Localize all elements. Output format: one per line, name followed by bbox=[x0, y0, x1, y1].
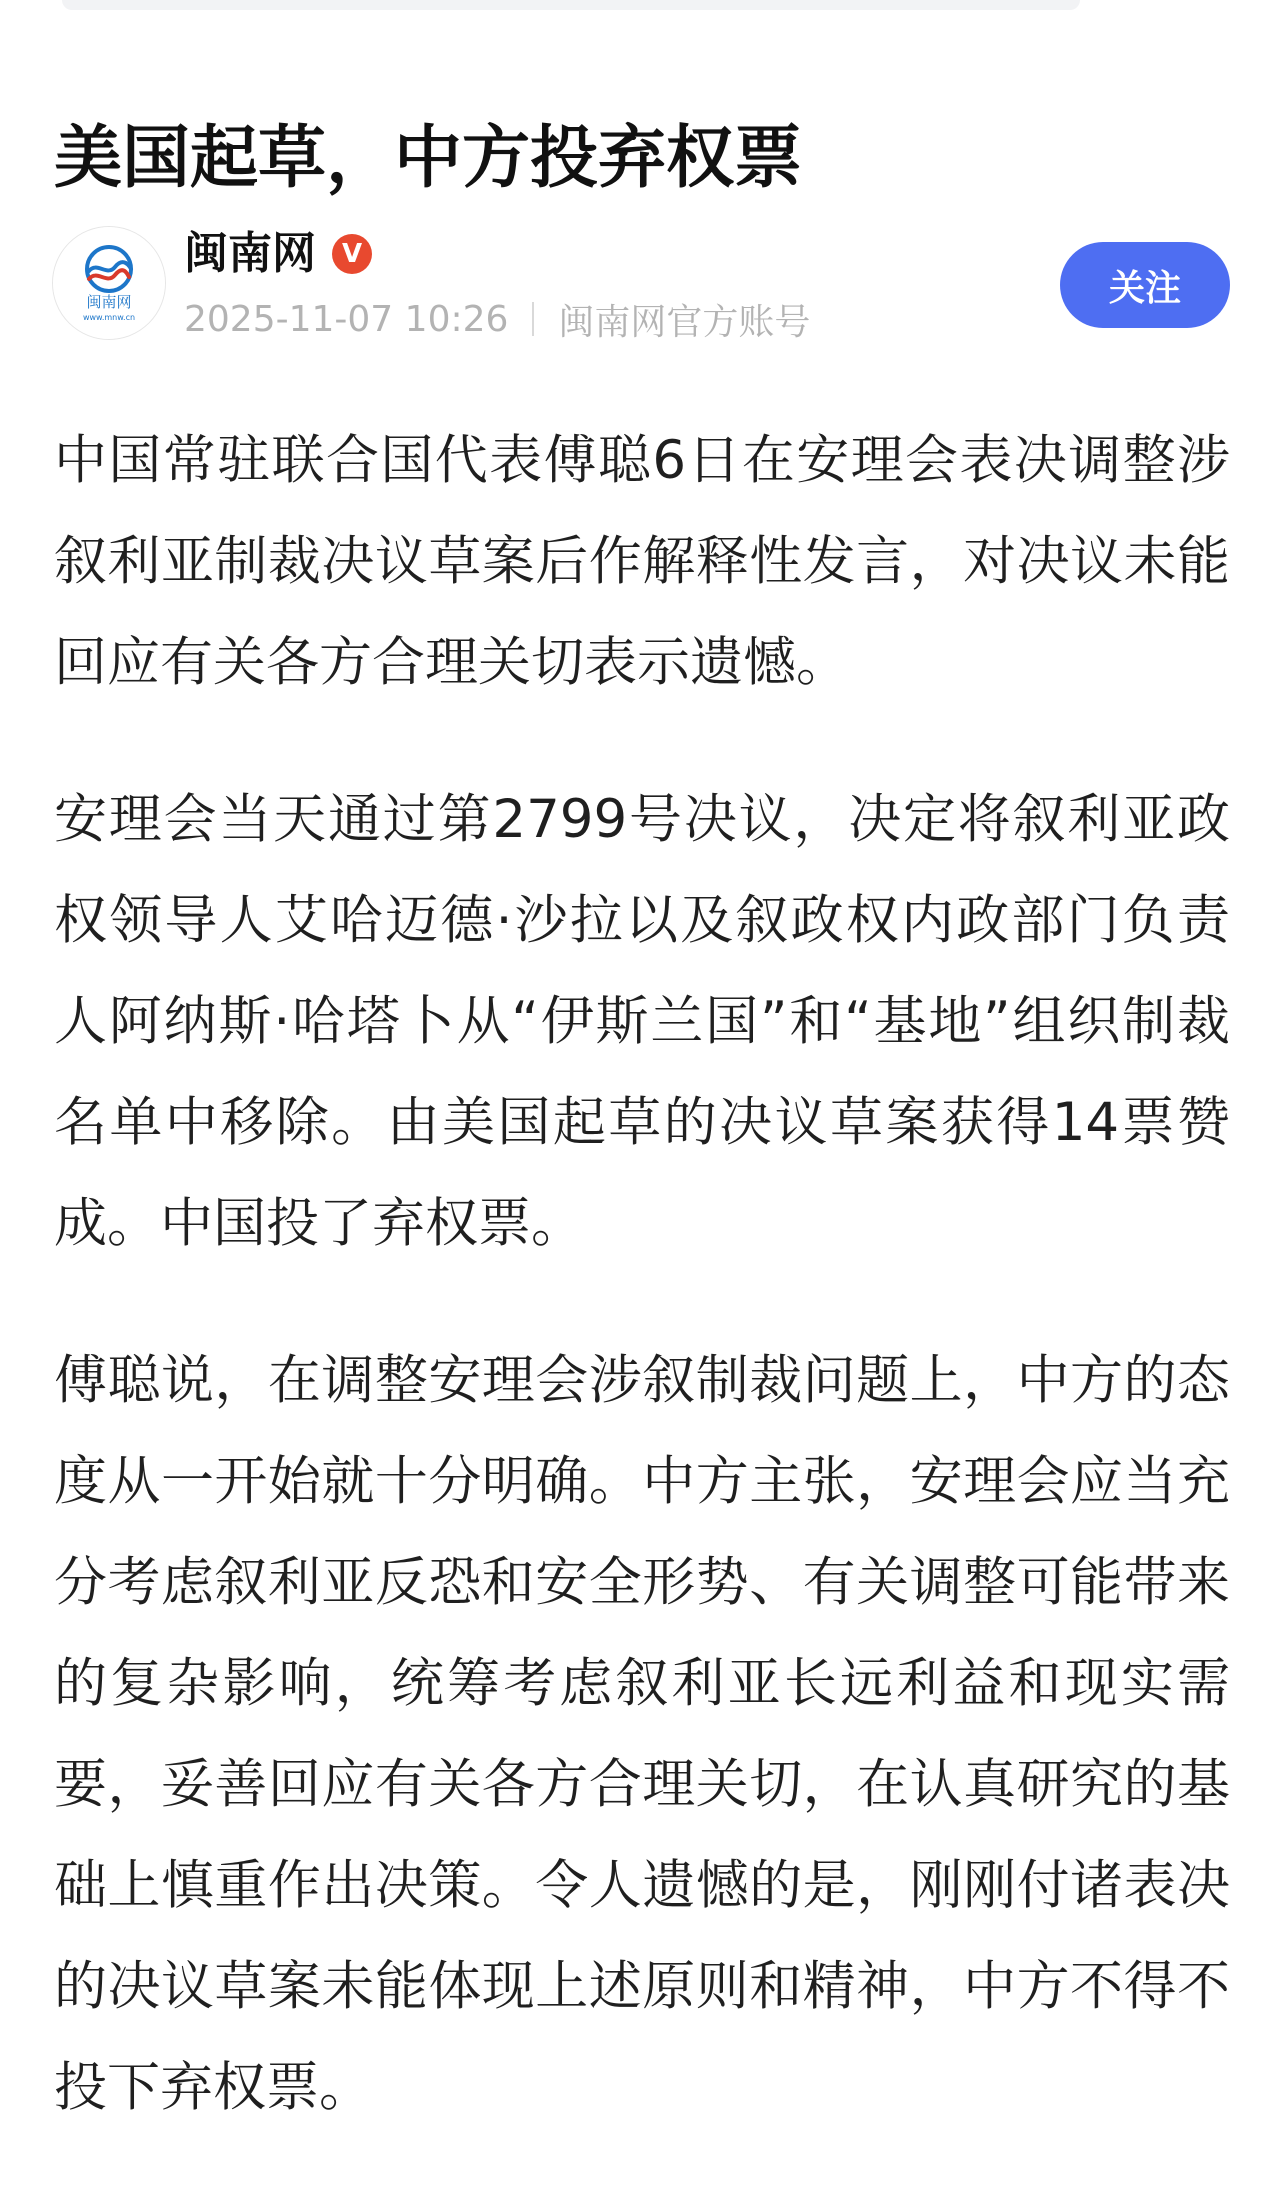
author-name[interactable]: 闽南网 bbox=[184, 228, 316, 279]
author-avatar[interactable] bbox=[52, 226, 166, 340]
meta-divider bbox=[532, 302, 534, 336]
paragraph-3: 傅聪说，在调整安理会涉叙制裁问题上，中方的态度从一开始就十分明确。中方主张，安理会应当充分考虑叙利亚反恐和安全形势、有关调整可能带来的复杂影响，统筹考虑叙利亚长远利益和现实需要，妥善回应有关各方合理关切，在认真研究的基础上慎重作出决策。令人遗憾的是，刚刚付诸表决的决议草案未能体现上述原则和精神，中方不得不投下弃权票。 bbox=[54, 1350, 1230, 2118]
author-name-row bbox=[184, 224, 372, 284]
verified-icon: V bbox=[332, 234, 372, 274]
article-body bbox=[54, 410, 1230, 2194]
top-search-strip bbox=[62, 0, 1080, 10]
author-bar bbox=[52, 224, 1230, 344]
article-meta bbox=[184, 294, 810, 344]
logo-text: 闽南网 bbox=[86, 293, 132, 311]
logo-url-text: www.mnw.cn bbox=[82, 313, 136, 322]
account-type: 闽南网官方账号 bbox=[558, 301, 811, 343]
minnan-logo-icon bbox=[53, 227, 165, 339]
page-title: 美国起草，中方投弃权票 bbox=[54, 118, 803, 198]
paragraph-1: 中国常驻联合国代表傅聪6日在安理会表决调整涉叙利亚制裁决议草案后作解释性发言，对决议未能回应有关各方合理关切表示遗憾。 bbox=[54, 430, 1230, 693]
publish-date: 2025-11-07 10:26 bbox=[184, 298, 509, 340]
paragraph-2: 安理会当天通过第2799号决议，决定将叙利亚政权领导人艾哈迈德·沙拉以及叙政权内政部门负责人阿纳斯·哈塔卜从“伊斯兰国”和“基地”组织制裁名单中移除。由美国起草的决议草案获得14票赞成。中国投了弃权票。 bbox=[54, 789, 1230, 1254]
follow-button[interactable]: 关注 bbox=[1060, 242, 1230, 328]
